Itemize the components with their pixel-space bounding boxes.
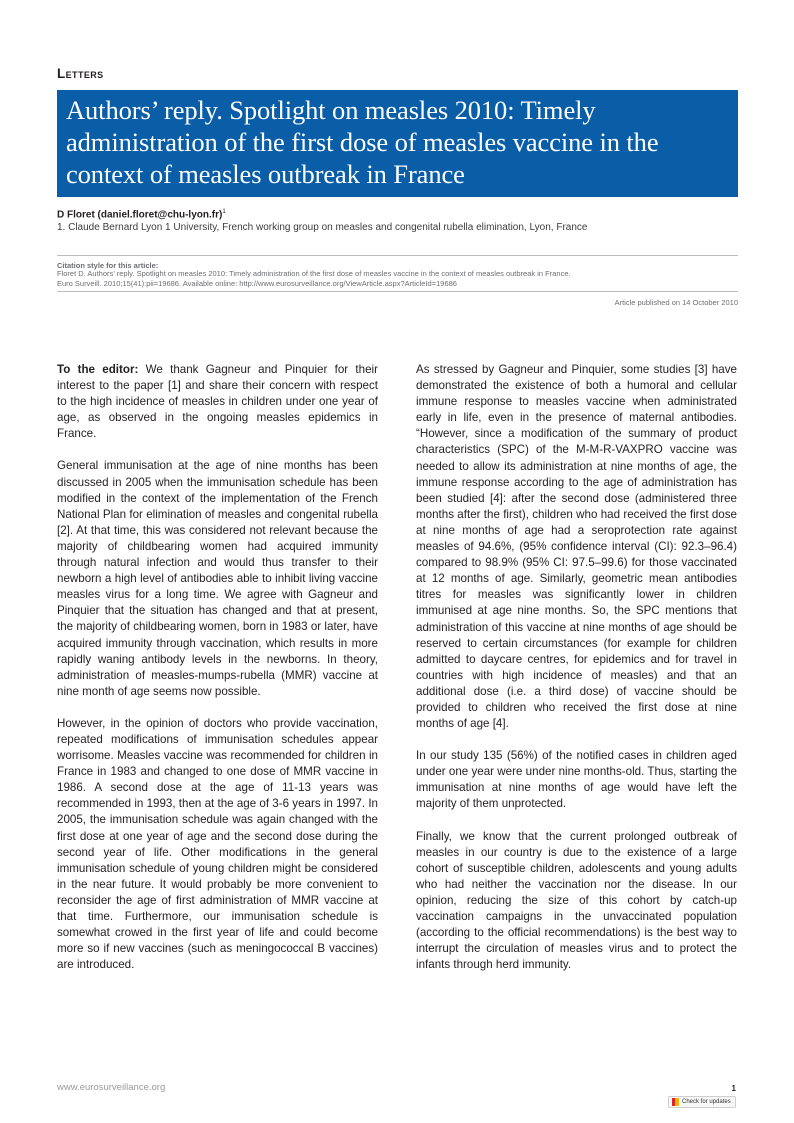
- footer-url[interactable]: www.eurosurveillance.org: [57, 1082, 166, 1093]
- page-number: 1: [731, 1084, 736, 1093]
- author-affiliation: 1. Claude Bernard Lyon 1 University, French working group on measles and congenital rubella elimination, Lyon, France: [57, 222, 588, 233]
- article-title: Authors’ reply. Spotlight on measles 2010: Timely administration of the first dose of measles vaccine in the context of measles outbreak in France: [66, 95, 659, 189]
- author-name: D Floret (daniel.floret@chu-lyon.fr): [57, 209, 223, 221]
- citation-heading: Citation style for this article:: [57, 261, 159, 270]
- paragraph-4: As stressed by Gagneur and Pinquier, some studies [3] have demonstrated the existence of both a humoral and cellular immune response to measles vaccine when administrated early in life, even in the presence of maternal antibodies. “However, since a modification of the summary of product characteristics (SPC) of the M-M-R-VAXPRO vaccine was needed to allow its administration at nine months of age, the immune response according to the age of administration has been studied [4]: after the second dose (administered three months after the first), children who had received the first dose at nine months of age had a seroprotection rate against measles of 94.6%, (95% confidence interval (CI): 92.3–96.4) compared to 98.9% (95% CI: 97.5–99.6) for those vaccinated at 12 months of age. Similarly, geometric mean antibodies titres for measles was significantly lower in children immunised at age nine months. So, the SPC mentions that administration of this vaccine at nine months of age should be reserved to certain circumstances (for example for children admitted to daycare centres, for epidemics and for travel in countries with high incidence of measles) and that an additional dose (i.e. a third dose) of vaccine should be provided to children who received the first dose at nine months of age [4].: [416, 363, 737, 731]
- check-updates-label: Check for updates: [682, 1099, 731, 1105]
- divider-top: [57, 255, 738, 256]
- citation-text: [57, 269, 738, 288]
- paragraph-3: However, in the opinion of doctors who provide vaccination, repeated modifications of immunisation schedules appear worrisome. Measles vaccine was recommended for children in France in 1983 and changed to one dose of MMR vaccine in 1986. A second dose at the age of 11-13 years was recommended in 1993, then at the age of 3-6 years in 1997. In 2005, the immunisation schedule was again changed with the first dose at one year of age and the second dose during the second year of life. Other modifications in the general immunisation schedule of young children might be considered in the near future. It would probably be more convenient to reconsider the age of first administration of MMR vaccine at that time. Furthermore, our immunisation schedule is somewhat crowed in the first year of life and could become more so if new vaccines (such as meningococcal B vaccines) are introduced.: [57, 716, 378, 972]
- paragraph-1: [57, 362, 378, 442]
- paragraph-2: General immunisation at the age of nine months has been discussed in 2005 when the immunisation schedule has been modified in the context of the implementation of the French National Plan for elimination of measles and congenital rubella [2]. At that time, this was considered not relevant because the majority of childbearing women had acquired immunity through natural infection and would thus transfer to their newborn a high level of antibodies able to inhibit living vaccine measles virus for a long time. We agree with Gagneur and Pinquier that the situation has changed and that at present, the majority of childbearing women, born in 1983 or later, have acquired immunity through vaccination, which results in more rapidly waning antibody levels in the newborns. In theory, administration of measles-mumps-rubella (MMR) vaccine at nine month of age seems now possible.: [57, 459, 378, 698]
- citation-line-2: Euro Surveill. 2010;15(41):pii=19686. Available online: http://www.eurosurveillance.org/ViewArticle.aspx?ArticleId=19686: [57, 278, 457, 288]
- crossmark-icon: [672, 1098, 679, 1106]
- column-right: [416, 362, 737, 989]
- author-line: [57, 209, 226, 220]
- column-left: [57, 362, 378, 989]
- published-date: Article published on 14 October 2010: [614, 298, 738, 307]
- citation-line-1: Floret D. Authors’ reply. Spotlight on measles 2010: Timely administration of the first dose of measles vaccine in the context of measles outbreak in France.: [57, 269, 571, 278]
- title-banner: [57, 90, 738, 197]
- paragraph-6: Finally, we know that the current prolonged outbreak of measles in our country is due to the existence of a large cohort of susceptible children, adolescents and young adults who had neither the vaccination nor the disease. In our opinion, reducing the size of this cohort by catch-up vaccination campaigns in the unvaccinated population (according to the official recommendations) is the best way to interrupt the circulation of measles virus and to protect the infants through herd immunity.: [416, 829, 737, 972]
- lead-in: To the editor:: [57, 363, 139, 376]
- divider-bottom: [57, 291, 738, 292]
- section-label: Letters: [57, 66, 104, 81]
- check-updates-button[interactable]: [668, 1096, 736, 1108]
- paragraph-5: In our study 135 (56%) of the notified cases in children aged under one year were under nine months-old. Thus, starting the immunisation at nine months of age would have left the majority of them unprotected.: [416, 749, 737, 811]
- author-sup: 1: [222, 209, 226, 215]
- paragraph-1-text: We thank Gagneur and Pinquier for their interest to the paper [1] and share their concern with respect to the high incidence of measles in children under one year of age, as observed in the ongoing measles epidemics in France.: [57, 363, 378, 441]
